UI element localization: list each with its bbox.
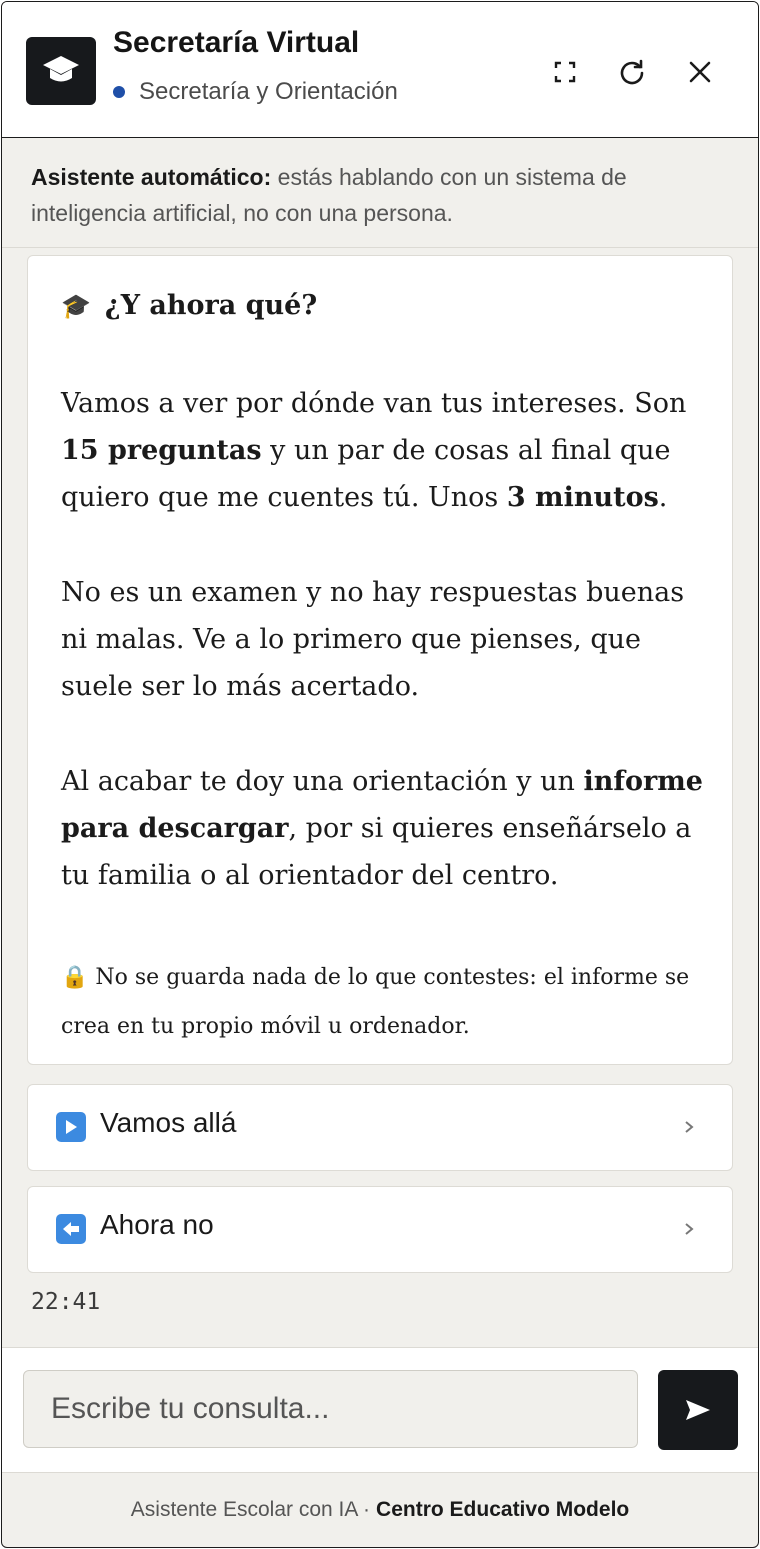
online-status-dot: [113, 86, 125, 98]
status-row: [113, 78, 398, 106]
close-icon: [688, 60, 712, 84]
chat-header: [2, 2, 758, 138]
app-subtitle: Secretaría y Orientación: [139, 78, 398, 105]
message-timestamp: 22:41: [31, 1289, 101, 1315]
ai-disclaimer: [31, 159, 731, 231]
lock-icon: 🔒: [61, 965, 89, 990]
close-button[interactable]: [680, 52, 720, 92]
chevron-right-icon: [682, 1217, 696, 1241]
bot-message-card: [27, 255, 733, 1065]
privacy-note: [61, 953, 711, 1051]
text-span: , por si quieres enseñárselo a tu familia o al orientador del centro.: [61, 813, 692, 891]
bold-text: informe para descargar: [61, 766, 703, 844]
text-span: Vamos a ver por dónde van tus intereses. Son: [61, 388, 687, 419]
expand-button[interactable]: [545, 52, 585, 92]
graduation-cap-icon: [26, 37, 96, 105]
option-button-later[interactable]: [27, 1186, 733, 1273]
option-label: Ahora no: [100, 1209, 214, 1240]
divider: [2, 247, 758, 248]
option-label: Vamos allá: [100, 1107, 237, 1138]
send-icon: [684, 1398, 712, 1422]
ai-disclaimer-label: Asistente automático:: [31, 164, 272, 190]
refresh-button[interactable]: [612, 52, 652, 92]
send-button[interactable]: [658, 1370, 738, 1450]
text-span: .: [658, 482, 668, 513]
option-button-start[interactable]: [27, 1084, 733, 1171]
expand-icon: [553, 60, 577, 84]
graduation-cap-emoji-icon: 🎓: [61, 291, 91, 320]
ai-disclaimer-text: estás hablando con un sistema de inteligencia artificial, no con una persona.: [31, 164, 627, 226]
footer-text: Asistente Escolar con IA ·: [130, 1497, 371, 1521]
text-span: Al acabar te doy una orientación y un: [61, 766, 584, 797]
message-input[interactable]: [23, 1370, 638, 1448]
play-icon: [56, 1112, 86, 1142]
message-heading-text: ¿Y ahora qué?: [104, 290, 318, 321]
footer: [2, 1472, 758, 1547]
bold-text: 3 minutos: [506, 482, 659, 513]
privacy-text: No se guarda nada de lo que contestes: el informe se crea en tu propio móvil u ordenador.: [61, 965, 690, 1039]
bold-text: 15 preguntas: [61, 435, 262, 466]
text-span: y un par de cosas al final que quiero que me cuentes tú. Unos: [61, 435, 671, 513]
message-heading: [61, 290, 317, 321]
footer-org: Centro Educativo Modelo: [376, 1497, 630, 1521]
back-arrow-icon: [56, 1214, 86, 1244]
chat-widget: [1, 1, 759, 1548]
message-paragraph: [61, 758, 711, 899]
message-paragraph: [61, 380, 711, 521]
chevron-right-icon: [682, 1115, 696, 1139]
refresh-icon: [618, 58, 646, 86]
app-title: Secretaría Virtual: [113, 26, 360, 59]
message-paragraph: No es un examen y no hay respuestas buenas ni malas. Ve a lo primero que pienses, que suele ser lo más acertado.: [61, 577, 685, 702]
composer: [2, 1347, 758, 1473]
